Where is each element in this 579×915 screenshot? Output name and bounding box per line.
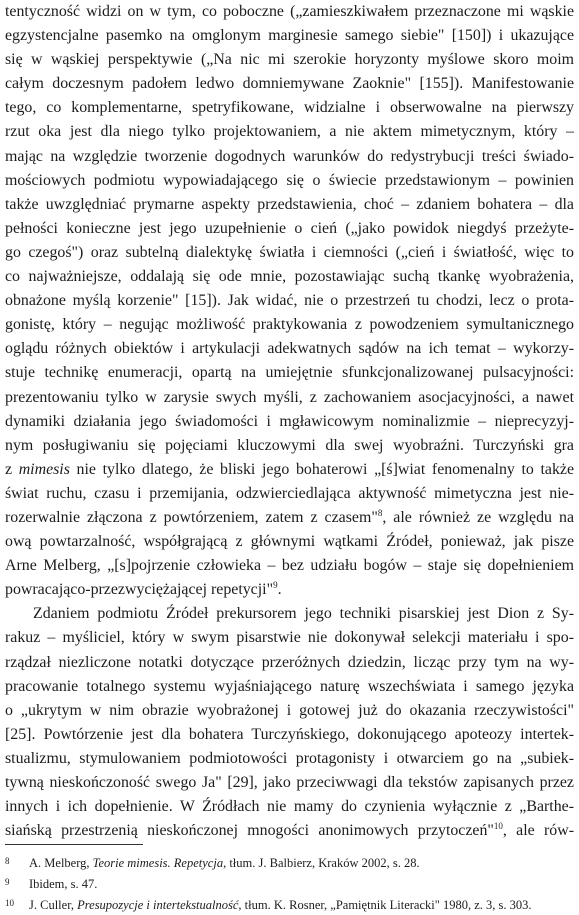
footnote-ref[interactable]: 9: [273, 580, 278, 591]
text-line: rzut oka jest dla niego tylko projektowaniem, a nie aktem mimetycznym, który –: [5, 123, 574, 141]
text-line: rozerwalnie złączona z powtórzeniem, zatem z czasem"$^8$, ale również ze względu na: [5, 507, 574, 526]
footnote-ref[interactable]: 10: [493, 821, 503, 832]
text-line: świat ruchu, czasu i przemijania, odzwierciedlająca aktywność mimetyczna jest nie-: [5, 484, 574, 502]
text-line: nym posługiwaniu się pojęciami kluczowymi dla swej wyobraźni. Turczyński gra: [5, 436, 574, 454]
footnote-number: 9: [5, 877, 10, 887]
text-line: tego, co komplementarne, spetryfikowane, widzialne i obserwowalne na pierwszy: [5, 99, 574, 117]
text-line: się w wąskiej perspektywie („Na nic mi szerokie horyzonty myślowe skoro moim: [5, 51, 574, 69]
text-line: pełności konieczne jest jego uzupełnienie o cień („jako powidok niegdyś przeżyte-: [5, 219, 574, 237]
footnote-title: Presupozycje i intertekstualność: [77, 898, 239, 912]
text-line: całym doczesnym padołem ledwo domniemywane Zaoknie" [155]). Manifestowanie: [5, 75, 574, 93]
mimesis-term: mimesis: [18, 460, 70, 478]
text-line: ową powtarzalność, współgrającą z głównymi wątkami Źródeł, ponieważ, jak pisze: [5, 533, 574, 551]
text-line: tywną nieskończoność swego Ja" [29], jako przeciwwagi dla tekstów zapisanych przez: [5, 774, 574, 791]
text-line: powracająco-przezwyciężającej repetycji"$^9$.: [5, 580, 282, 599]
text-line: innych i ich dopełnienie. W Źródłach nie mamy do czynienia wyłącznie z „Barthe-: [5, 798, 574, 816]
paragraph-start-line: Zdaniem podmiotu Źródeł prekursorem jego techniki pisarskiej jest Dion z Sy-: [33, 605, 574, 623]
footnote: 8 A. Melberg, Teorie mimesis. Repetycja, tłum. J. Balbierz, Kraków 2002, s. 28.: [5, 852, 574, 873]
text-line: co najważniejsze, oddalają się ode mnie, pozostawiając suchą tkankę wyobrażenia,: [5, 268, 574, 286]
text-line: [25]. Powtórzenie jest dla bohatera Turczyńskiego, dokonującego apoteozy intertek-: [5, 725, 574, 743]
footnote-ref[interactable]: 8: [377, 507, 383, 518]
text-line: mając na względzie tworzenie dogodnych warunków do redystrybucji treści świado-: [5, 147, 574, 165]
text-line: stuje technikę enumeracji, opartą na umiejętnie sfunkcjonalizowanej pulsacyjności:: [5, 364, 574, 382]
footnote: 10 J. Culler, Presupozycje i intertekstualność, tłum. K. Rosner, „Pamiętnik Literacki" 1980, z. 3, s. 303.: [5, 894, 574, 915]
text-line: prezentowaniu tylko w zarysie swych myśli, z zachowaniem asocjacyjności, a nawet: [5, 388, 574, 406]
text-line: mościowych podmiotu wypowiadającego się o świecie przedstawionym – powinien: [5, 171, 574, 189]
text-line: o „ukrytym w nim obrazie wyobrażonej i gotowej już do okazania rzeczywistości": [5, 701, 574, 719]
text-line: go czegoś") oraz subtelną dialektykę światła i ciemności („cień i światłość, więc to: [5, 243, 574, 261]
footnote-number: 8: [5, 856, 10, 866]
text-line: oglądu różnych obiektów i artykulacji adekwatnych sądów na ich temat – wykorzy-: [5, 340, 574, 358]
text-line: egzystencjalne pasemko na omglonym marginesie samego siebie" [150]) i ukazujące: [5, 27, 574, 45]
text-line: rządzał niezliczone notatki dotyczące przeróżnych dziedzin, licząc przy tym na wy-: [5, 653, 574, 671]
footnote-separator: [5, 844, 143, 845]
text-line: Arne Melberg, „[s]pojrzenie człowieka – bez udziału bogów – staje się dopełnieniem: [5, 557, 574, 575]
text-line: dynamiki działania jego świadomości i mgławicowym nominalizmie – nieprecyzyj-: [5, 412, 574, 430]
text-line: gonistę, który – negując możliwość praktykowania z powodzeniem symultanicznego: [5, 316, 574, 334]
text-line: pracowanie totalnego systemu wyjaśniającego naturę wszechświata i samego języka: [5, 677, 574, 695]
text-line: rakuz – myśliciel, który w swym pisarstwie nie dokonywał selekcji materiału i spo-: [5, 629, 574, 647]
body-text: [5, 0, 574, 843]
text-line: stualizmu, stymulowaniem podmiotowości protagonisty i otwarciem go na „subiek-: [5, 749, 574, 767]
footnotes: [5, 852, 574, 915]
footnote-number: 10: [5, 898, 14, 908]
text-line: z mimesis nie tylko dlatego, że bliski jego bohaterowi „[ś]wiat fenomenalny to także: [5, 460, 574, 478]
footnote-title: Teorie mimesis. Repetycja: [92, 856, 224, 870]
text-line: obnażone myślą korzenie" [15]). Jak widać, nie o przestrzeń tu chodzi, lecz o prota-: [5, 292, 574, 310]
footnote: 9 Ibidem, s. 47.: [5, 873, 574, 894]
text-line: także uwzględniać prymarne aspekty przedstawienia, choć – zdaniem bohatera – dla: [5, 195, 574, 213]
text-line: siańską przestrzenią nieskończonej mnogości anonimowych przytoczeń"$^{10}$, ale rów-: [5, 821, 574, 840]
text-line: tentyczność widzi on w tym, co poboczne („zamieszkiwałem przeznaczone mi wąskie: [5, 3, 574, 20]
